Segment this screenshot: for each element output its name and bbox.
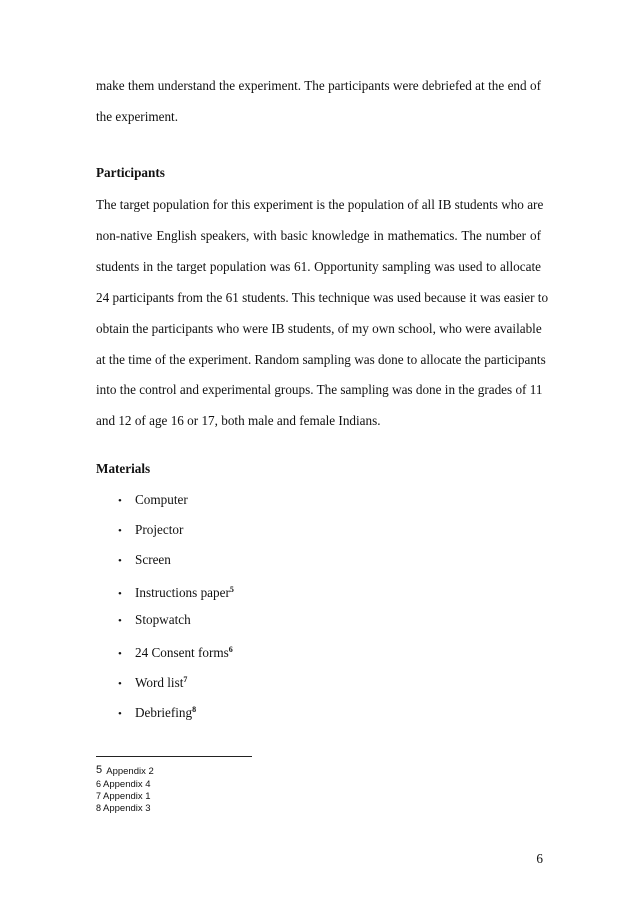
bullet-icon: • (118, 555, 122, 567)
list-item-text: Projector (135, 522, 184, 537)
list-item-text: Computer (135, 492, 188, 507)
footnote-ref[interactable]: 5 (229, 585, 234, 594)
participants-heading: Participants (96, 165, 165, 180)
footnote-separator (96, 756, 252, 757)
list-item-text: Stopwatch (135, 612, 191, 627)
footnote-ref[interactable]: 8 (192, 705, 197, 714)
paragraph-line: non-native English speakers, with basic knowledge in mathematics. The number of (96, 228, 541, 243)
footnote-text: Appendix 1 (103, 791, 151, 802)
page-number: 6 (536, 851, 543, 866)
bullet-icon: • (118, 495, 122, 507)
paragraph-line: students in the target population was 61. Opportunity sampling was used to allocate (96, 259, 541, 274)
list-item-text: Debriefing (135, 705, 193, 720)
bullet-icon: • (118, 588, 122, 600)
bullet-icon: • (118, 525, 122, 537)
list-item (118, 551, 171, 570)
footnote-mark: 5 (96, 764, 103, 776)
list-item (118, 521, 183, 540)
list-item (118, 491, 188, 510)
list-item-text: 24 Consent forms (135, 645, 229, 660)
footnote-mark: 7 (96, 791, 102, 801)
paragraph-line: 24 participants from the 61 students. This technique was used because it was easier to (96, 290, 549, 305)
bullet-icon: • (118, 648, 122, 660)
bullet-icon: • (118, 678, 122, 690)
footnote-text: Appendix 4 (103, 779, 151, 790)
materials-heading: Materials (96, 461, 151, 476)
list-item-text: Instructions paper (135, 585, 230, 600)
list-item (118, 641, 233, 663)
paragraph-line: The target population for this experiment is the population of all IB students who are (96, 197, 544, 212)
paragraph-line: at the time of the experiment. Random sampling was done to allocate the participants (96, 352, 546, 367)
list-item (118, 701, 196, 723)
list-item (118, 581, 234, 603)
paragraph-line: into the control and experimental groups. The sampling was done in the grades of 11 (96, 382, 543, 397)
footnote-mark: 8 (96, 803, 102, 813)
footnote-mark: 6 (96, 779, 102, 789)
list-item-text: Word list (135, 675, 184, 690)
bullet-icon: • (118, 708, 122, 720)
footnote (96, 764, 154, 778)
list-item-text: Screen (135, 552, 171, 567)
footnote-ref[interactable]: 6 (228, 645, 233, 654)
list-item (118, 671, 187, 693)
footnote-ref[interactable]: 7 (183, 675, 188, 684)
paragraph-line: make them understand the experiment. The participants were debriefed at the end of (96, 78, 541, 93)
footnote (96, 802, 151, 815)
footnote-text: Appendix 3 (103, 803, 151, 814)
paragraph-line: and 12 of age 16 or 17, both male and female Indians. (96, 413, 381, 428)
paragraph-line: obtain the participants who were IB students, of my own school, who were available (96, 321, 542, 336)
bullet-icon: • (118, 615, 122, 627)
list-item (118, 611, 191, 630)
footnote-text: Appendix 2 (106, 766, 154, 777)
paragraph-line: the experiment. (96, 109, 179, 124)
